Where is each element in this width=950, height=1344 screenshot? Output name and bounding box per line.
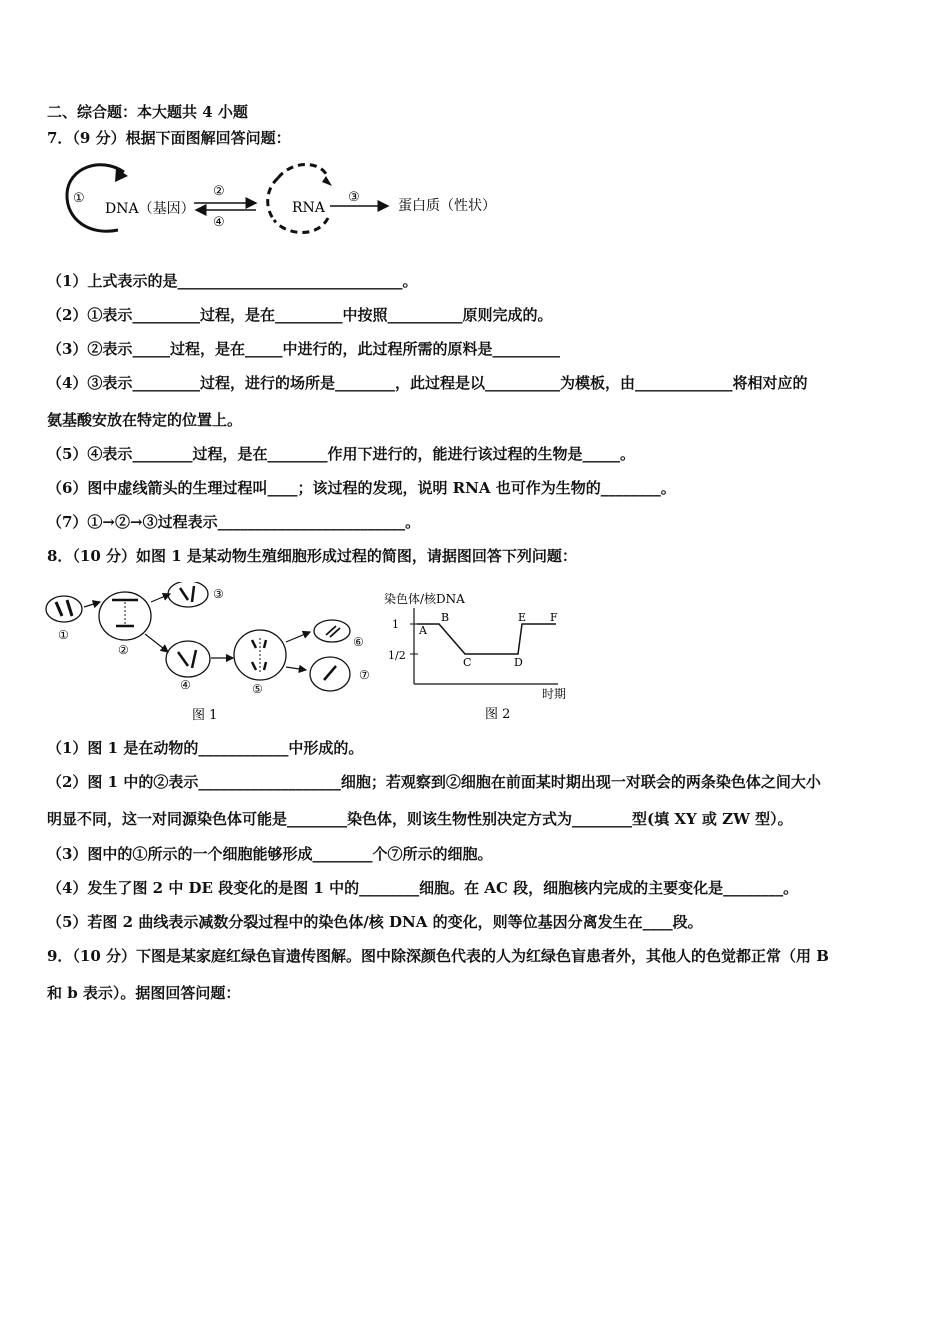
fig2-point-label-B: B (441, 611, 450, 624)
fig2-point-label-F: F (550, 611, 558, 624)
q9-line-2: 和 b 表示）。据图回答问题： (47, 984, 241, 1002)
fig2-point-label-A: A (419, 624, 427, 637)
label-1: ① (73, 191, 85, 206)
fig1-label-7: ⑦ (359, 668, 370, 682)
q7-item-4: （4）③表示_________过程，进行的场所是________，此过程是以__________为模板，由_____________将相对应的 (47, 374, 808, 392)
q7-flow-diagram (60, 158, 520, 238)
rna-label: RNA (292, 200, 325, 216)
q8-item-4: （4）发生了图 2 中 DE 段变化的是图 1 中的________细胞。在 AC 段，细胞核内完成的主要变化是________。 (47, 879, 799, 897)
q8-figure-1 (40, 582, 380, 724)
fig2-caption: 图 2 (485, 707, 511, 722)
fig2-series-line (417, 624, 556, 654)
q8-item-2: （2）图 1 中的②表示___________________细胞；若观察到②细胞在前面某时期出现一对联会的两条染色体之间大小 (47, 773, 821, 791)
q7-item-5: （5）④表示________过程，是在________作用下进行的，能进行该过程的生物是_____。 (47, 445, 635, 463)
q7-item-7: （7）①→②→③过程表示_________________________。 (47, 513, 421, 531)
rna-replication-loop (274, 165, 328, 233)
q7-item-4-cont: 氨基酸安放在特定的位置上。 (47, 411, 243, 429)
cell-3 (168, 582, 208, 607)
fig2-ylabel: 染色体/核DNA (384, 592, 465, 606)
cell-1 (46, 596, 82, 622)
label-4: ④ (213, 215, 225, 230)
fig2-xlabel: 时期 (542, 687, 567, 701)
fig2-point-label-D: D (514, 656, 523, 669)
q8-item-2-cont: 明显不同，这一对同源染色体可能是________染色体，则该生物性别决定方式为________型(填 XY 或 ZW 型）。 (47, 810, 793, 828)
cell-6 (314, 620, 350, 642)
dna-label: DNA（基因） (105, 201, 195, 217)
cell-4 (166, 641, 210, 677)
q7-item-6: （6）图中虚线箭头的生理过程叫____；该过程的发现，说明 RNA 也可作为生物的________。 (47, 479, 676, 497)
section-title: 二、综合题：本大题共 4 小题 (47, 103, 248, 121)
q8-item-3: （3）图中的①所示的一个细胞能够形成________个⑦所示的细胞。 (47, 845, 493, 863)
fig1-label-3: ③ (213, 587, 224, 601)
q8-figure-2 (380, 588, 590, 726)
label-2: ② (213, 184, 225, 199)
q8-item-5: （5）若图 2 曲线表示减数分裂过程中的染色体/核 DNA 的变化，则等位基因分离发生在____段。 (47, 913, 703, 931)
fig1-caption: 图 1 (192, 708, 218, 723)
q8-header: 8．（10 分）如图 1 是某动物生殖细胞形成过程的简图，请据图回答下列问题： (47, 547, 577, 565)
q7-item-1: （1）上式表示的是______________________________。 (47, 272, 418, 290)
label-3: ③ (348, 190, 360, 205)
fig1-label-2: ② (118, 643, 129, 657)
fig1-label-6: ⑥ (353, 635, 364, 649)
q7-item-3: （3）②表示_____过程，是在_____中进行的，此过程所需的原料是_________ (47, 340, 560, 358)
fig1-label-1: ① (58, 628, 69, 642)
q8-item-1: （1）图 1 是在动物的____________中形成的。 (47, 739, 364, 757)
fig2-ytick-half: 1/2 (388, 649, 406, 662)
fig1-label-5: ⑤ (252, 682, 263, 696)
q7-item-2: （2）①表示_________过程，是在_________中按照__________原则完成的。 (47, 306, 553, 324)
q7-header: 7．（9 分）根据下面图解回答问题： (47, 129, 291, 147)
fig1-label-4: ④ (180, 678, 191, 692)
q9-line-1: 9．（10 分）下图是某家庭红绿色盲遗传图解。图中除深颜色代表的人为红绿色盲患者外，其他人的色觉都正常（用 B (47, 947, 829, 965)
protein-label: 蛋白质（性状） (398, 198, 496, 214)
fig2-ytick-1: 1 (392, 618, 399, 631)
fig2-point-label-C: C (463, 656, 472, 669)
fig2-plot-area (410, 611, 558, 669)
fig2-point-label-E: E (518, 611, 527, 624)
